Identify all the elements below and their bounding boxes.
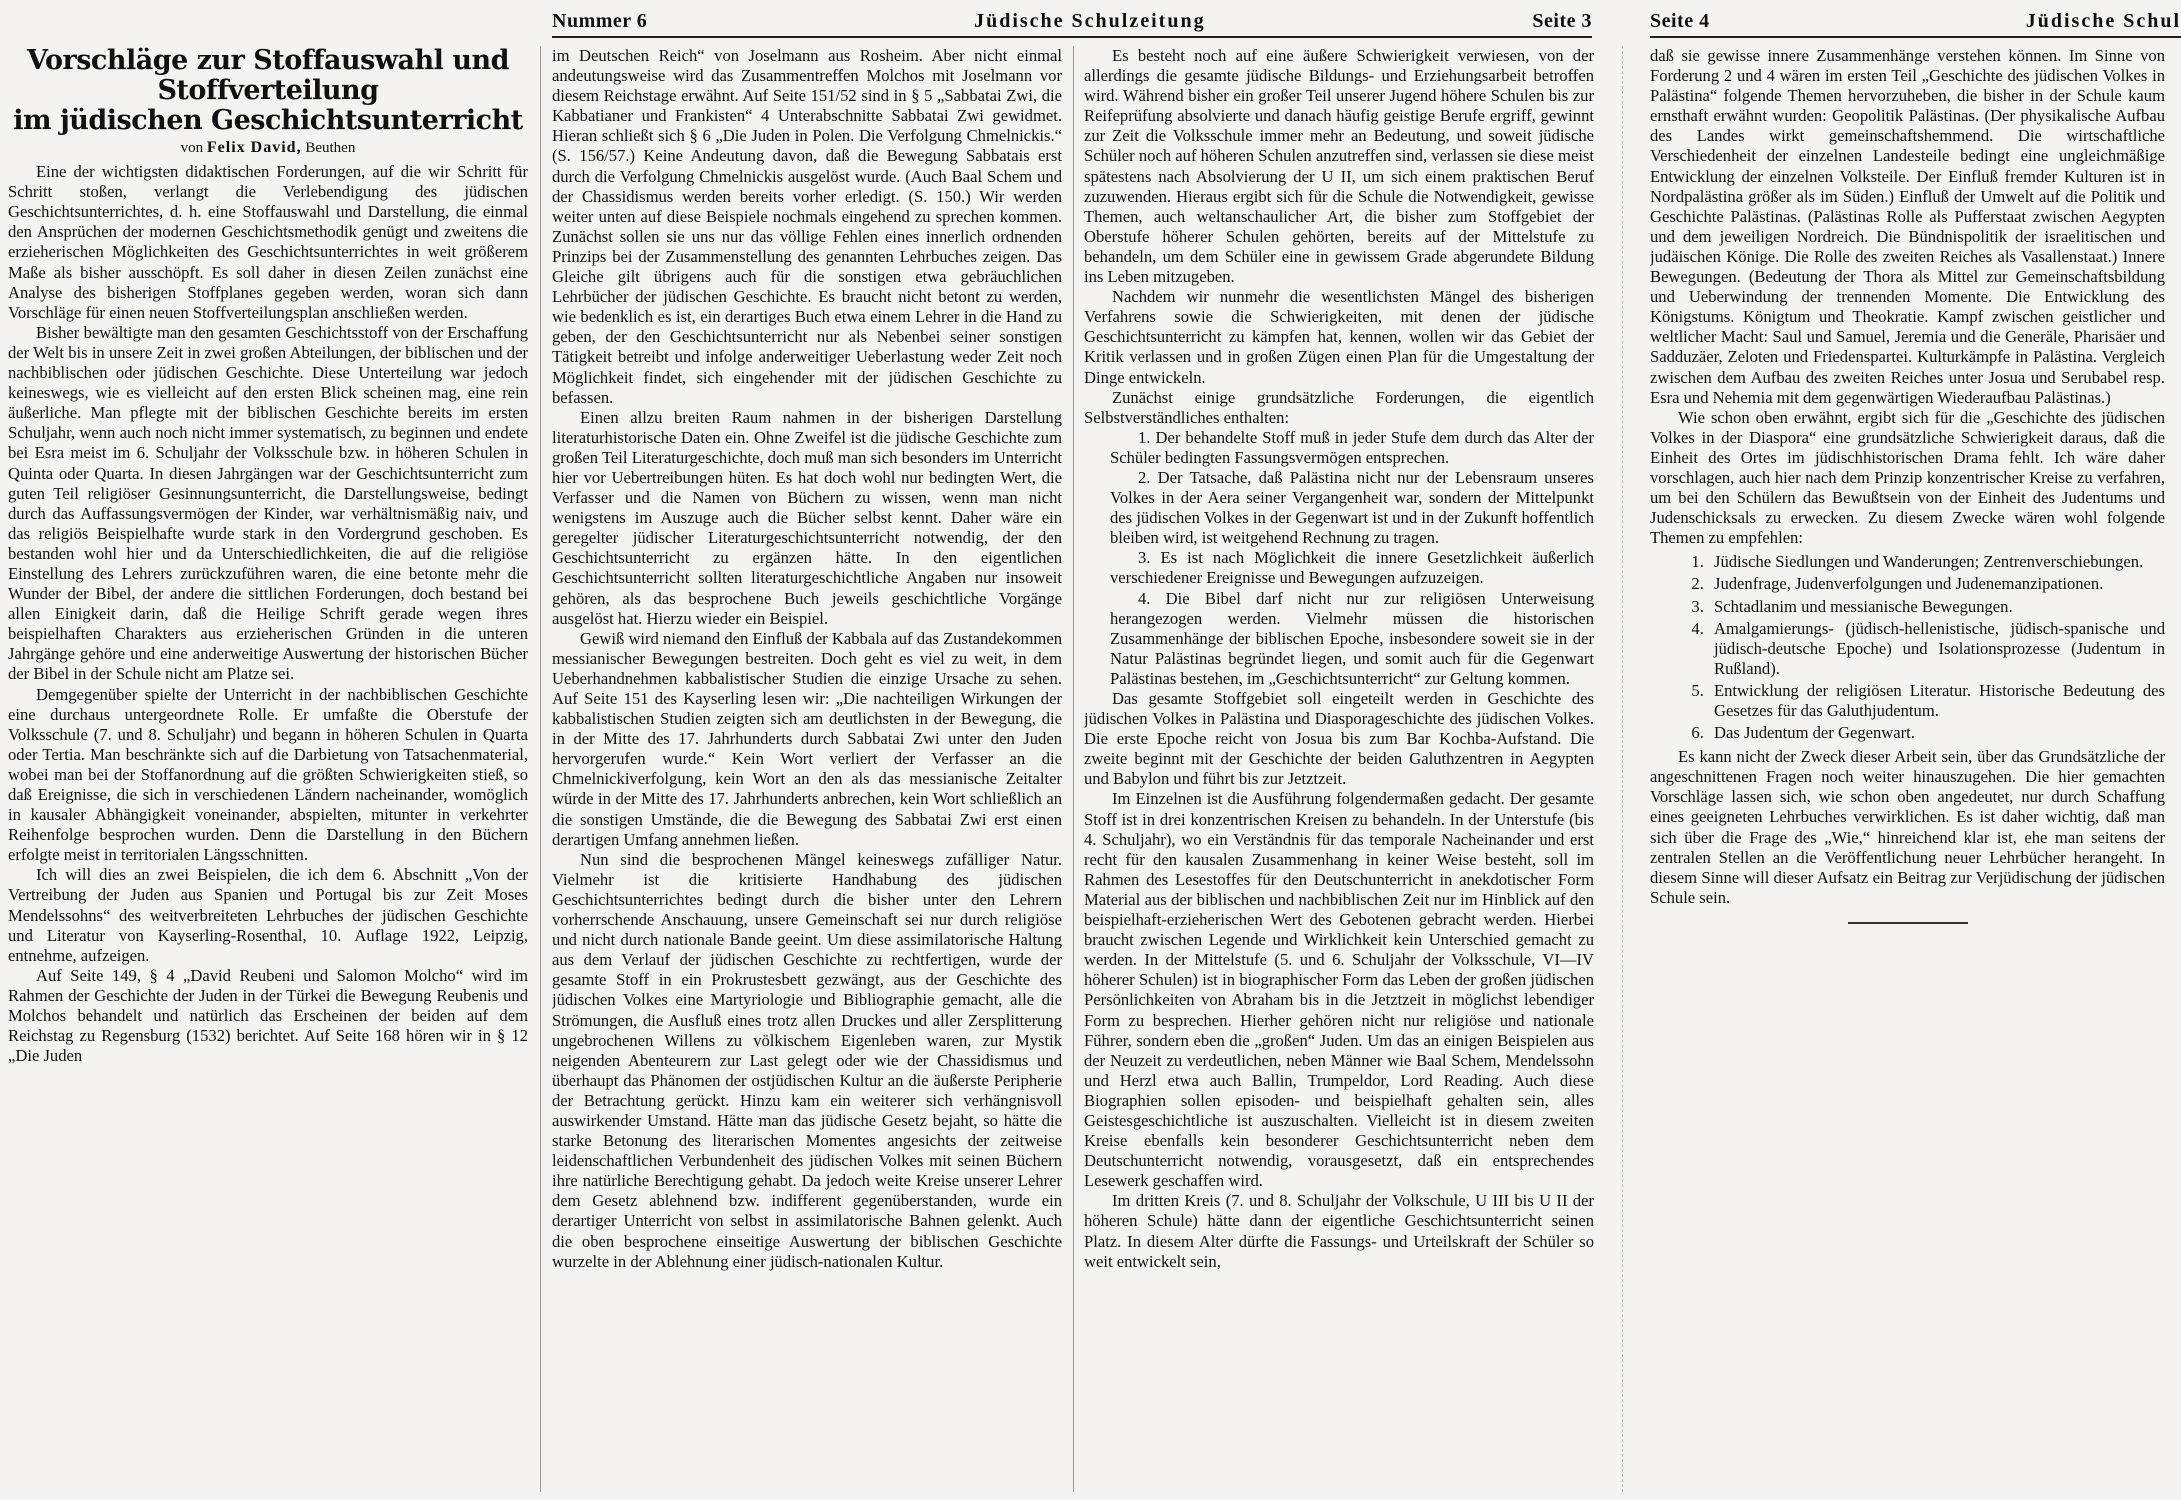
paragraph: Das gesamte Stoffgebiet soll eingeteilt werden in Geschichte des jüdischen Volkes in Palästina und Diasporageschichte des jüdischen Volkes. Die erste Epoche reicht von Josua bis zum Bar Kochba-Aufstand. Die zweite beginnt mit der Geschichte der beiden Galuthzentren in Aegypten und Babylon und führt bis zur Jetztzeit. — [1084, 689, 1594, 789]
article-title-line: im jüdischen Geschichtsunterricht — [13, 105, 523, 136]
list-item: 5. Entwicklung der religiösen Literatur. Historische Bedeutung des Gesetzes für das Galuthjudentum. — [1708, 681, 2165, 721]
article-title — [8, 46, 528, 136]
author-city: Beuthen — [305, 140, 356, 156]
issue-number: Nummer 6 — [552, 9, 648, 32]
article-column-3 — [1084, 46, 1594, 1492]
list-item: 3. Schtadlanim und messianische Bewegungen. — [1708, 597, 2165, 617]
list-item: 2. Judenfrage, Judenverfolgungen und Judenemanzipationen. — [1708, 574, 2165, 594]
list-item: 4. Amalgamierungs- (jüdisch-hellenistische, jüdisch-spanische und jüdisch-deutsche Epoche) und Isolationsprozesse (Judentum in Rußland). — [1708, 619, 2165, 679]
paragraph: Im Einzelnen ist die Ausführung folgendermaßen gedacht. Der gesamte Stoff ist in drei konzentrischen Kreisen zu behandeln. In der Unterstufe (bis 4. Schuljahr), wo ein Verständnis für das temporale Nacheinander und erst recht für den kausalen Zusammenhang in keiner Weise besteht, soll im Rahmen des Lesestoffes für den Deutschunterricht in anekdotischer Form Material aus der biblischen und nachbiblischen Zeit nur im Hinblick auf den beispielhaft-erzieherischen Wert des Gebotenen gebracht werden. Hierbei braucht zwischen Legende und Wirklichkeit kein Unterschied gemacht zu werden. In der Mittelstufe (5. und 6. Schuljahr der Volksschule, VI—IV höherer Schulen) ist in biographischer Form das Leben der großen jüdischen Persönlichkeiten von Abraham bis in die Jetztzeit in möglichst lebendiger Form zu besprechen. Hierher gehören nicht nur religiöse und nationale Führer, sondern eben die „großen“ Juden. Um das an einigen Beispielen aus der Neuzeit zu verdeutlichen, neben Männer wie Baal Schem, Mendelssohn und Herzl etwa auch Ballin, Trumpeldor, Lord Reading. Auch diese Biographien sollen episoden- und beispielhaft gehalten sein, alles Geistesgeschichtliche ist auszuschalten. Vielleicht ist in diesem zweiten Kreise ebenfalls kein besonderer Geschichtsunterricht neben dem Deutschunterricht notwendig, vorausgesetzt, daß ein entsprechendes Lesewerk geschaffen wird. — [1084, 789, 1594, 1191]
paragraph: Es besteht noch auf eine äußere Schwierigkeit verwiesen, von der allerdings die gesamte jüdische Bildungs- und Erziehungsarbeit betroffen wird. Während bisher ein großer Teil unserer Jugend höhere Schulen bis zur Reifeprüfung absolvierte und danach häufig geistige Berufe ergriff, gewinnt zur Zeit die Volksschule immer mehr an Bedeutung, und soweit jüdische Schüler noch auf höheren Schulen anzutreffen sind, verlassen sie diese meist spätestens nach Absolvierung der U II, um sich einem praktischen Beruf zuzuwenden. Hieraus ergibt sich für die Schule die Notwendigkeit, gewisse Themen, auch weltanschaulicher Art, die bisher zum Stoffgebiet der Oberstufe höherer Schulen gehörten, bereits auf der Mittelstufe zu behandeln, um dem Schüler eine in gewissem Grade abgerundete Bildung ins Leben mitzugeben. — [1084, 46, 1594, 287]
paragraph: Wie schon oben erwähnt, ergibt sich für die „Geschichte des jüdischen Volkes in der Diaspora“ eine grundsätzliche Schwierigkeit daraus, daß die Einheit des Ortes im jüdischhistorischen Drama fehlt. Ich wäre daher vorschlagen, auch hier nach dem Prinzip konzentrischer Kreise zu verfahren, um bei den Schülern das Bewußtsein von der Einheit des Judentums und Judenschicksals zu erwecken. Zu diesem Zwecke wären wohl folgende Themen zu empfehlen: — [1650, 407, 2165, 548]
column-divider — [540, 46, 541, 1492]
paragraph: Auf Seite 149, § 4 „David Reubeni und Salomon Molcho“ wird im Rahmen der Geschichte der Juden in der Türkei die Bewegung Reubenis und Molchos behandelt und natürlich das Erscheinen der beiden auf dem Reichstag zu Regensburg (1532) berichtet. Auf Seite 168 hören wir in § 12 „Die Juden — [8, 965, 528, 1066]
paragraph: Gewiß wird niemand den Einfluß der Kabbala auf das Zustandekommen messianischer Bewegungen bestreiten. Doch geht es viel zu weit, in dem Ueberhandnehmen kabbalistischer Studien die einzige Ursache zu sehen. Auf Seite 151 des Kayserling lesen wir: „Die nachteiligen Wirkungen der kabbalistischen Studien zeigten sich am deutlichsten in der Bewegung, die in der Mitte des 17. Jahrhunderts durch Sabbatai Zwi unter den Juden hervorgerufen wurde.“ Kein Wort verliert der Verfasser an die Chmelnickiverfolgung, kein Wort an den als das messianische Zeitalter würde in der Mitte des 17. Jahrhunderts anbrechen, kein Wort schließlich an die sonstigen Umstände, die die Bewegung des Sabbatai Zwi erst einen derartigen Umfang annehmen ließen. — [552, 628, 1062, 849]
header-rule — [552, 36, 1592, 38]
topic-list — [1650, 552, 2165, 743]
paragraph: Ich will dies an zwei Beispielen, die ich dem 6. Abschnitt „Von der Vertreibung der Juden aus Spanien und Portugal bis zur Zeit Moses Mendelssohns“ des weitverbreiteten Lehrbuches der jüdischen Geschichte und Literatur von Kayserling-Rosenthal, 10. Auflage 1922, Leipzig, entnehme, aufzeigen. — [8, 865, 528, 965]
article-column-4 — [1650, 46, 2165, 1492]
byline-prefix: von — [180, 140, 204, 156]
numbered-requirement: 3. Es ist nach Möglichkeit die innere Gesetzlichkeit äußerlich verschiedener Ereignisse und Bewegungen aufzuzeigen. — [1110, 548, 1594, 588]
paragraph: Einen allzu breiten Raum nahmen in der bisherigen Darstellung literaturhistorische Daten ein. Ohne Zweifel ist die jüdische Geschichte zum großen Teil Literaturgeschichte, doch muß man sich besonders im Unterricht hier vor Uebertreibungen hüten. Es hat doch wohl nur bedingten Wert, die Verfasser und die Namen von Büchern zu wissen, wenn man nicht wenigstens im Auszuge auch die Bücher selbst kennt. Daher wäre ein geregelter jüdischer Literaturgeschichtsunterricht notwendig, der den Geschichtsunterricht zu ergänzen hätte. In den eigentlichen Geschichtsunterricht sollten literaturgeschichtliche Angaben nur insoweit gehören, als das besprochene Buch jeweils geschichtliche Vorgänge ausgelöst hat. Hierzu wieder ein Beispiel. — [552, 407, 1062, 628]
end-of-article-rule — [1848, 922, 1968, 924]
article-column-1 — [8, 46, 528, 1492]
paragraph: Nachdem wir nunmehr die wesentlichsten Mängel des bisherigen Verfahrens sowie die Schwierigkeiten, mit denen der jüdische Geschichtsunterricht zu kämpfen hat, kennen, wollen wir das Gebiet der Kritik verlassen und in großen Zügen einen Plan für die Umgestaltung der Dinge entwickeln. — [1084, 287, 1594, 387]
page-gutter — [1622, 46, 1623, 1492]
header-rule — [1650, 36, 2181, 38]
numbered-requirement: 1. Der behandelte Stoff muß in jeder Stufe dem durch das Alter der Schüler bedingten Fassungsvermögen entsprechen. — [1110, 427, 1594, 467]
article-column-2 — [552, 46, 1062, 1492]
paragraph: Bisher bewältigte man den gesamten Geschichtsstoff von der Erschaffung der Welt bis in unsere Zeit in zwei großen Abteilungen, der biblischen und der nachbiblischen oder jüdischen Geschichte. Diese Unterteilung war jedoch keineswegs, wie es vielleicht auf den ersten Blick scheinen mag, eine rein äußerliche. Man pflegte mit der biblischen Geschichte bereits im ersten Schuljahr, wenn auch noch nicht immer systematisch, zu beginnen und endete bei Esra meist im 6. Schuljahr der Volksschule bzw. in höheren Schulen in Quinta oder Quarta. In diesen Jahrgängen war der Geschichtsunterricht zum guten Teil religiöser Gesinnungsunterricht, die Darstellungsweise, bedingt durch das Auffassungsvermögen der Kinder, war verhältnismäßig naiv, und das religiös Beispielhafte wurde stark in den Vordergrund geschoben. Es bestanden wohl hier und da Unterschiedlichkeiten, die auf die religiöse Einstellung des Lehrers zurückzuführen waren, die eine betonte mehr die Wunder der Bibel, der andere die sittlichen Forderungen, doch bestand bei allen Einigkeit darin, daß die Heilige Schrift gerade wegen ihres beispielhaften Charakters aus erzieherischen Gründen in die unteren Jahrgänge gehöre und eine anderweitige Auswertung der historischen Bücher der Bibel in der Schule nicht am Platze sei. — [8, 322, 528, 684]
paragraph: Im dritten Kreis (7. und 8. Schuljahr der Volkschule, U III bis U II der höheren Schule) hätte dann der eigentliche Geschichtsunterricht seinen Platz. In diesem Alter dürfte die Fassungs- und Urteilskraft der Schüler so weit entwickelt sein, — [1084, 1191, 1594, 1271]
paragraph: im Deutschen Reich“ von Joselmann aus Rosheim. Aber nicht einmal andeutungsweise wird das Zusammentreffen Molchos mit Joselmann vor diesem Reichstage erwähnt. Auf Seite 151/52 sind in § 5 „Sabbatai Zwi, die Kabbatianer und Frankisten“ 4 Unterabschnitte Sabbatai Zwi gewidmet. Hieran schließt sich § 6 „Die Juden in Polen. Die Verfolgung Chmelnickis.“ (S. 156/57.) Keine Andeutung davon, daß die Bewegung Sabbatais erst durch die Verfolgung Chmelnickis ausgelöst wurde. (Auch Baal Schem und der Chassidismus werden bereits vorher erledigt. (S. 150.) Wir werden weiter unten auf diese Beispiele nochmals eingehend zu sprechen kommen. Zunächst sollen sie uns nur das völlige Fehlen eines innerlich ordnenden Prinzips bei der Zusammenstellung des genannten Lehrbuches zeigen. Das Gleiche gilt übrigens auch für die sonstigen etwa gebräuchlichen Lehrbücher der jüdischen Geschichte. Es braucht nicht betont zu werden, wie bedenklich es ist, ein derartiges Buch etwa einem Lehrer in die Hand zu geben, der den Geschichtsunterricht nur als Nebenbei seiner sonstigen Tätigkeit betreibt und infolge anderweitiger Ueberlastung weder Zeit noch Möglichkeit findet, sich eingehender mit der jüdischen Geschichte zu befassen. — [552, 46, 1062, 407]
column-divider — [1073, 46, 1074, 1492]
paragraph: Eine der wichtigsten didaktischen Forderungen, auf die wir Schritt für Schritt stoßen, verlangt die Verlebendigung des jüdischen Geschichtsunterrichtes, d. h. eine Stoffauswahl und Darstellung, die einmal den Ansprüchen der modernen Geschichtsmethodik genügt und zweitens die erzieherischen Möglichkeiten des Geschichtsunterrichtes in weit größerem Maße als bisher ausschöpft. Es soll daher in diesen Zeilen zunächst eine Analyse des bisherigen Stoffplanes gegeben werden, woran sich dann Vorschläge für einen neuen Stoffverteilungsplan anschließen werden. — [8, 162, 528, 322]
numbered-requirement: 4. Die Bibel darf nicht nur zur religiösen Unterweisung herangezogen werden. Vielmehr müssen die historischen Zusammenhänge der biblischen Epoche, insbesondere soweit sie in der Natur Palästinas begründet liegen, und somit auch für die Gegenwart Palästinas bestehen, im „Geschichtsunterricht“ zur Geltung kommen. — [1110, 588, 1594, 688]
paragraph: Zunächst einige grundsätzliche Forderungen, die eigentlich Selbstverständliches enthalten: — [1084, 387, 1594, 427]
column-body — [8, 162, 528, 1066]
page-number: Seite 4 — [1650, 9, 1710, 32]
list-item: 6. Das Judentum der Gegenwart. — [1708, 723, 2165, 743]
paragraph: Nun sind die besprochenen Mängel keineswegs zufälliger Natur. Vielmehr ist die kritisierte Handhabung des jüdischen Geschichtsunterrichtes bedingt durch die bisher unter den Lehrern vorherrschende Anschauung, unsere Gemeinschaft sei nur durch religiöse und nicht durch nationale Bande geeint. Um diese assimilatorische Haltung aus dem Verlauf der jüdischen Geschichte zu rechtfertigen, wurde der gesamte Stoff in ein Prokrustesbett gezwängt, aus der Geschichte des jüdischen Volkes eine Martyriologie und Bibliographie gemacht, alle die Strömungen, die Ausfluß eines trotz allen Druckes und aller Zersplitterung ungebrochenen Willens zu völkischem Eigenleben waren, zur Mystik neigenden Abenteurern zur Last gelegt oder wie der Chassidismus und überhaupt das Phänomen der ostjüdischen Kultur an die äußerste Peripherie der Betrachtung gerückt. Hinzu kam ein weiterer sich verhängnisvoll auswirkender Umstand. Hätte man das jüdische Gesetz bejaht, so hätte die starke Betonung des literarischen Momentes angesichts der zeitweise leidenschaftlichen Verbundenheit des jüdischen Volkes mit seinen Büchern ihre natürliche Berechtigung gehabt. Da jedoch weite Kreise unserer Lehrer dem Gesetz ablehnend bzw. indifferent gegenüberstanden, wurde ein derartiger Unterricht von selbst in assimilatorische Bahnen gelenkt. Auch die oben besprochene einseitige Auswertung der biblischen Geschichte wurzelte in der Ablehnung einer jüdisch-nationalen Kultur. — [552, 849, 1062, 1271]
byline — [8, 138, 528, 158]
list-item: 1. Jüdische Siedlungen und Wanderungen; Zentrenverschiebungen. — [1708, 552, 2165, 572]
page-number: Seite 3 — [1532, 9, 1592, 32]
page3-header — [552, 8, 1592, 34]
paragraph: Es kann nicht der Zweck dieser Arbeit sein, über das Grundsätzliche der angeschnittenen Fragen noch weiter hinauszugehen. Die hier gemachten Vorschläge lassen sich, wie schon oben angedeutet, nur durch Schaffung eines geeigneten Lehrbuches verwirklichen. Es ist daher wichtig, daß man sich über die Frage des „Wie,“ hinreichend klar ist, ehe man seitens der zentralen Stellen an die Veröffentlichung neuer Lehrbücher herangeht. In diesem Sinne will dieser Aufsatz ein Beitrag zur Verjüdischung der jüdischen Schule sein. — [1650, 747, 2165, 907]
page4-header — [1650, 8, 2181, 34]
paragraph: Demgegenüber spielte der Unterricht in der nachbiblischen Geschichte eine durchaus untergeordnete Rolle. Er umfaßte die Oberstufe der Volksschule (7. und 8. Schuljahr) und begann in höheren Schulen in Quarta oder Tertia. Man beschränkte sich auf die Darbietung von Tatsachenmaterial, wobei man bei der Stoffanordnung auf die größten Schwierigkeiten stieß, so daß Ereignisse, die sich in verschiedenen Ländern nacheinander, womöglich in kausaler Abhängigkeit voneinander, abspielten, mitunter in verkehrter Reihenfolge besprochen wurden. Denn die Darstellung in den Büchern erfolgte meist in territorialen Längsschnitten. — [8, 684, 528, 865]
newspaper-title: Jüdische Schulzeitung — [974, 9, 1206, 32]
numbered-requirement: 2. Der Tatsache, daß Palästina nicht nur der Lebensraum unseres Volkes in der Aera seiner Vergangenheit war, sondern der Mittelpunkt des jüdischen Volkes in der Gegenwart ist und in der Zukunft hoffentlich bleiben wird, ist weitgehend Rechnung zu tragen. — [1110, 467, 1594, 548]
paragraph: daß sie gewisse innere Zusammenhänge verstehen können. Im Sinne von Forderung 2 und 4 wären im ersten Teil „Geschichte des jüdischen Volkes in Palästina“ folgende Themen hervorzuheben, die bisher in der Schule kaum ernsthaft erwähnt wurden: Geopolitik Palästinas. (Der physikalische Aufbau des Landes wirkt gemeinschaftshemmend. Die wirtschaftliche Verschiedenheit der einzelnen Landesteile bedingt eine ungleichmäßige Entwicklung der einzelnen Volksteile. Der Einfluß fremder Kulturen ist in Nordpalästina größer als im Süden.) Einfluß der Umwelt auf die Politik und Geschichte Palästinas. (Palästinas Rolle als Pufferstaat zwischen Aegypten und dem jeweiligen Nordreich. Die Bündnispolitik der israelitischen und judäischen Könige. Die Rolle des zweiten Reiches als Vasallenstaat.) Innere Bewegungen. (Bedeutung der Thora als Mittel zur Gemeinschaftsbildung und Ueberwindung der trennenden Momente. Die Entwicklung des Königstums. Königtum und Theokratie. Kampf zwischen geistlicher und weltlicher Macht: Saul und Samuel, Jeremia und die Generäle, Pharisäer und Sadduzäer, Zeloten und Friedenspartei. Kulturkämpfe in Palästina. Vergleich zwischen dem Aufbau des zweiten Reiches unter Josua und Serubabel resp. Esra und Nehemia mit dem gegenwärtigen Wiederaufbau Palästinas.) — [1650, 46, 2165, 407]
newspaper-title: Jüdische Schul — [2025, 9, 2181, 32]
author-name: Felix David, — [206, 139, 302, 156]
article-title-line: Vorschläge zur Stoffauswahl und Stoffverteilung — [27, 46, 509, 106]
